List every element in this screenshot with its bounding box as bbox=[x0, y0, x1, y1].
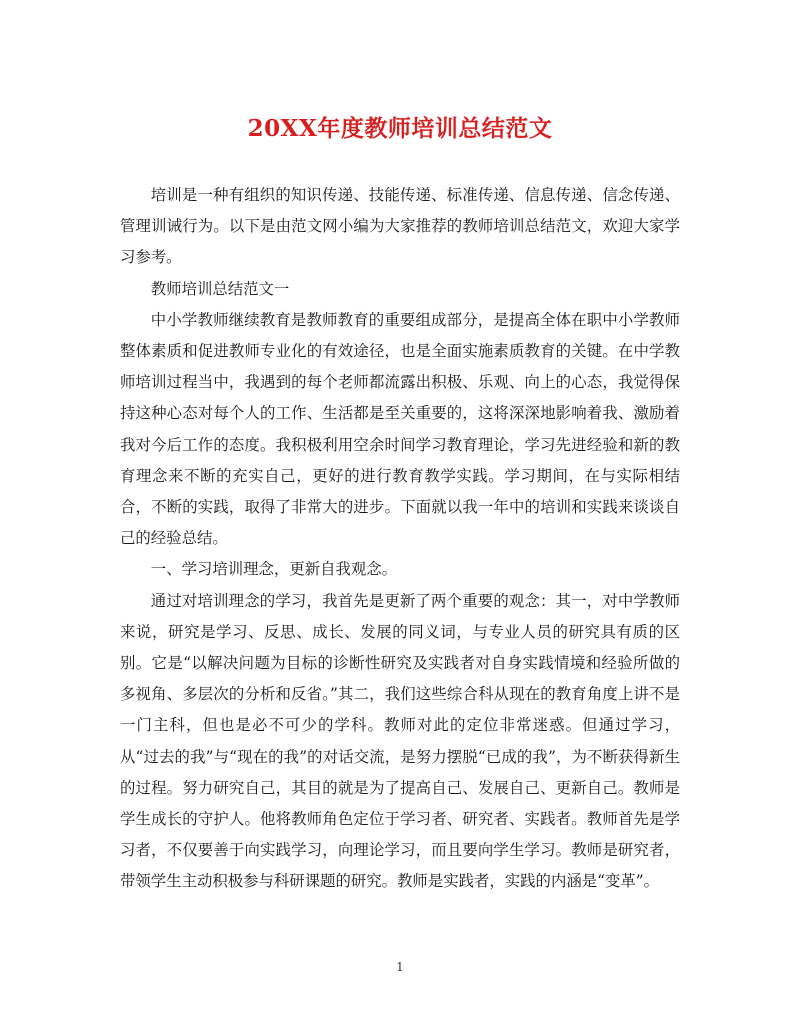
body-paragraph: 通过对培训理念的学习，我首先是更新了两个重要的观念：其一，对中学教师来说，研究是学习、反思、成长、发展的同义词，与专业人员的研究具有质的区别。它是“以解决问题为目标的诊断性研究及实践者对自身实践情境和经验所做的多视角、多层次的分析和反省。”其二，我们这些综合科从现在的教育角度上讲不是一门主科，但也是必不可少的学科。教师对此的定位非常迷惑。但通过学习，从“过去的我”与“现在的我”的对话交流，是努力摆脱“已成的我”，为不断获得新生的过程。努力研究自己，其目的就是为了提高自己、发展自己、更新自己。教师是学生成长的守护人。他将教师角色定位于学习者、研究者、实践者。教师首先是学习者，不仅要善于向实践学习，向理论学习，而且要向学生学习。教师是研究者，带领学生主动积极参与科研课题的研究。教师是实践者，实践的内涵是“变革”。 bbox=[120, 591, 680, 891]
subsection-heading: 一、学习培训理念，更新自我观念。 bbox=[150, 560, 398, 579]
document-title: 20XX年度教师培训总结范文 bbox=[247, 115, 553, 142]
page-number: 1 bbox=[396, 960, 404, 974]
document-body bbox=[120, 180, 680, 898]
body-paragraph: 中小学教师继续教育是教师教育的重要组成部分，是提高全体在职中小学教师整体素质和促进教师专业化的有效途径，也是全面实施素质教育的关键。在中学教师培训过程当中，我遇到的每个老师都流露出积极、乐观、向上的心态，我觉得保持这种心态对每个人的工作、生活都是至关重要的，这将深深地影响着我、激励着我对今后工作的态度。我积极利用空余时间学习教育理论，学习先进经验和新的教育理念来不断的充实自己，更好的进行教育教学实践。学习期间，在与实际相结合，不断的实践，取得了非常大的进步。下面就以我一年中的培训和实践来谈谈自己的经验总结。 bbox=[120, 310, 680, 548]
intro-paragraph: 培训是一种有组织的知识传递、技能传递、标准传递、信息传递、信念传递、管理训诫行为。以下是由范文网小编为大家推荐的教师培训总结范文，欢迎大家学习参考。 bbox=[120, 186, 680, 267]
section-heading: 教师培训总结范文一 bbox=[150, 279, 290, 298]
